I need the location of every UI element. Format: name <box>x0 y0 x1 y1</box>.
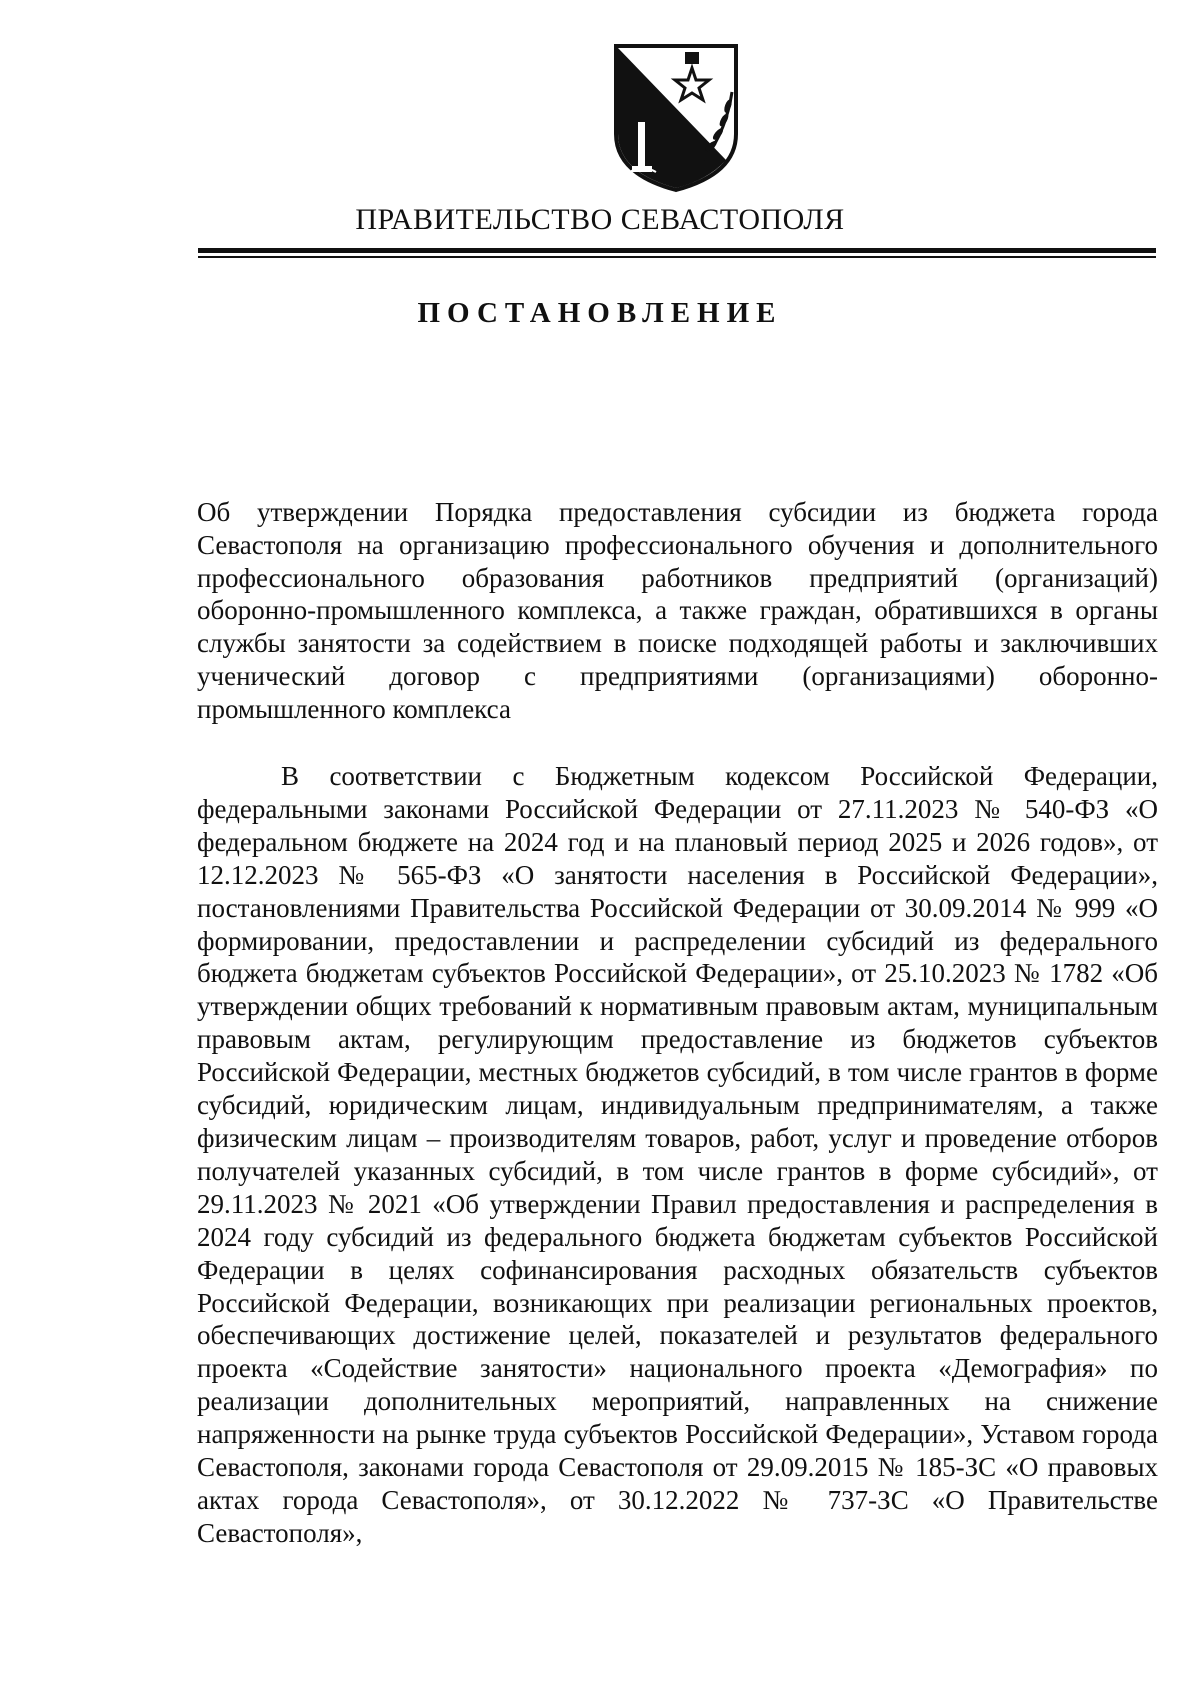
coat-of-arms-icon <box>608 42 744 194</box>
preamble-paragraph: В соответствии с Бюджетным кодексом Российской Федерации, федеральными законами Российской Федерации от 27.11.2023 № 540-ФЗ «О федеральном бюджете на 2024 год и на плановый период 2025 и 2026 годов», от 12.12.2023 № 565-ФЗ «О занятости населения в Российской Федерации», постановлениями Правительства Российской Федерации от 30.09.2014 № 999 «О формировании, предоставлении и распределении субсидий из федерального бюджета бюджетам субъектов Российской Федерации», от 25.10.2023 № 1782 «Об утверждении общих требований к нормативным правовым актам, муниципальным правовым актам, регулирующим предоставление из бюджетов субъектов Российской Федерации, местных бюджетов субсидий, в том числе грантов в форме субсидий, юридическим лицам, индивидуальным предпринимателям, а также физическим лицам – производителям товаров, работ, услуг и проведение отборов получателей указанных субсидий, в том числе грантов в форме субсидий», от 29.11.2023 № 2021 «Об утверждении Правил предоставления и распределения в 2024 году субсидий из федерального бюджета бюджетам субъектов Российской Федерации в целях софинансирования расходных обязательств субъектов Российской Федерации, возникающих при реализации региональных проектов, обеспечивающих достижение целей, показателей и результатов федерального проекта «Содействие занятости» национального проекта «Демография» по реализации дополнительных мероприятий, направленных на снижение напряженности на рынке труда субъектов Российской Федерации», Уставом города Севастополя, законами города Севастополя от 29.09.2015 № 185-ЗС «О правовых актах города Севастополя», от 30.12.2022 № 737-ЗС «О Правительстве Севастополя», <box>197 761 1158 1548</box>
organization-name: ПРАВИТЕЛЬСТВО СЕВАСТОПОЛЯ <box>355 203 845 236</box>
header-divider-thin <box>198 256 1156 258</box>
document-type-title: ПОСТАНОВЛЕНИЕ <box>417 297 783 329</box>
document-subject: Об утверждении Порядка предоставления субсидии из бюджета города Севастополя на организацию профессионального обучения и дополнительного профессионального образования работников предприятий (организаций) оборонно-промышленного комплекса, а также граждан, обратившихся в органы службы занятости за содействием в поиске подходящей работы и заключивших ученический договор с предприятиями (организациями) оборонно-промышленного комплекса <box>197 497 1158 724</box>
header-divider-thick <box>198 248 1156 253</box>
